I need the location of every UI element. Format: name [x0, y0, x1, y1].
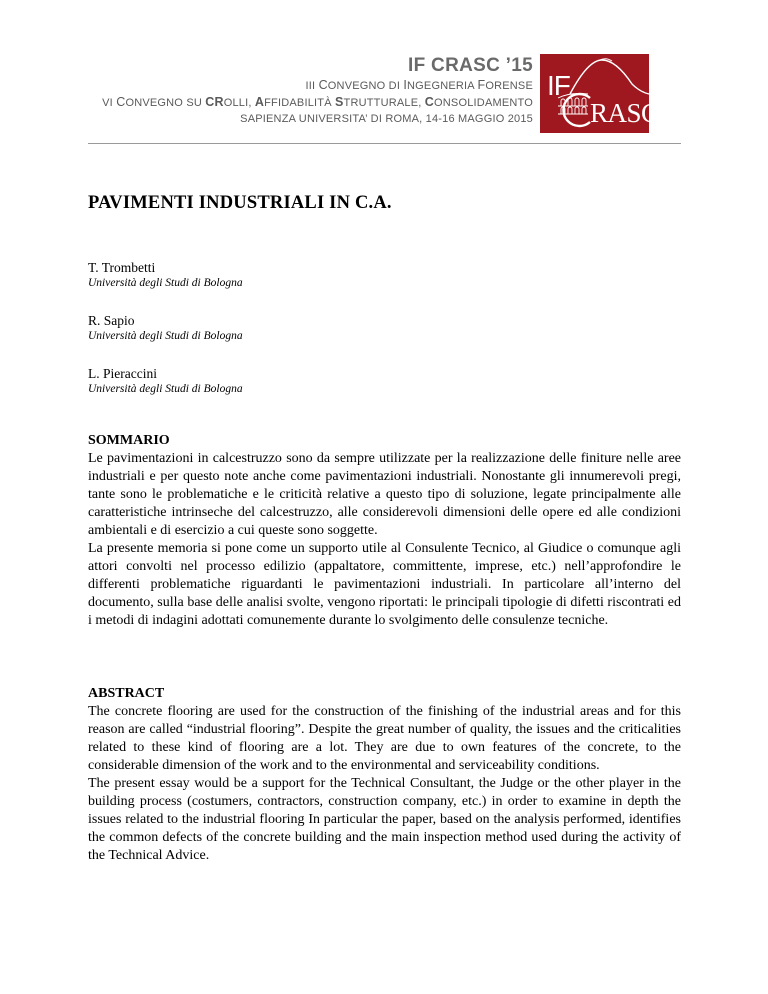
author-affiliation: Università degli Studi di Bologna	[88, 330, 243, 342]
logo-if-text: IF	[547, 70, 570, 101]
abstract-heading: ABSTRACT	[88, 686, 165, 701]
abstract-section	[88, 685, 681, 865]
header-divider	[88, 143, 681, 144]
conference-logo	[540, 54, 659, 133]
conference-line-2: VI CONVEGNO SU CROLLI, AFFIDABILITÀ STRUTTURALE, CONSOLIDAMENTO	[102, 95, 533, 109]
author-name: R. Sapio	[88, 313, 135, 328]
author-name: L. Pieraccini	[88, 366, 157, 381]
conference-line-3: SAPIENZA UNIVERSITA’ DI ROMA, 14-16 MAGGIO 2015	[240, 113, 533, 125]
abstract-paragraph-2: The present essay would be a support for the Technical Consultant, the Judge or the other player in the building process (costumers, contractors, construction company, etc.) in order to examine in depth the issues related to the industrial flooring In particular the paper, based on the analysis performed, identifies the common defects of the concrete building and the main inspection method used during the activity of the Technical Advice.	[88, 776, 681, 863]
author-name: T. Trombetti	[88, 260, 156, 275]
author-1	[88, 260, 243, 290]
sommario-paragraph-2: La presente memoria si pone come un supporto utile al Consulente Tecnico, al Giudice o comunque agli attori convolti nel processo edilizio (appaltatore, committente, imprese, etc.) nell’approfondire le differenti problematiche riguardanti le pavimentazioni industriali. In particolare all’interno del documento, sulla base delle analisi svolte, vengono riportati: le principali tipologie di difetti riscontrati ed i metodi di indagini adottati comunemente durante lo svolgimento delle consulenze tecniche.	[88, 541, 681, 628]
author-affiliation: Università degli Studi di Bologna	[88, 277, 243, 289]
sommario-heading: SOMMARIO	[88, 433, 170, 448]
conference-title: IF CRASC ’15	[407, 55, 533, 76]
sommario-paragraph-1: Le pavimentazioni in calcestruzzo sono da sempre utilizzate per la realizzazione delle finiture nelle aree industriali e per questo note anche come pavimentazioni industriali. Nonostante gli innumerevoli pregi, tante sono le problematiche e le criticità relative a questo tipo di soluzione, legate principalmente alle caratteristiche intrinseche del calcestruzzo, alle considerevoli dimensioni delle opere ed alle condizioni ambientali e di esercizio a cui queste sono soggette.	[88, 451, 681, 538]
paper-title: PAVIMENTI INDUSTRIALI IN C.A.	[88, 193, 392, 213]
author-3	[88, 366, 243, 396]
abstract-paragraph-1: The concrete flooring are used for the construction of the finishing of the industrial areas and for this reason are called “industrial flooring”. Despite the great number of quality, the issues and the criticalities related to these kind of flooring are a lot. They are due to own features of the concrete, to the considerable dimension of the work and to the environmental and serviceability conditions.	[88, 704, 681, 773]
sommario-section	[88, 432, 681, 630]
conference-line-1: III CONVEGNO DI INGEGNERIA FORENSE	[305, 78, 533, 92]
author-affiliation: Università degli Studi di Bologna	[88, 383, 243, 395]
author-2	[88, 313, 243, 343]
conference-header	[0, 55, 533, 127]
logo-crasc-text: RASC	[590, 98, 659, 128]
